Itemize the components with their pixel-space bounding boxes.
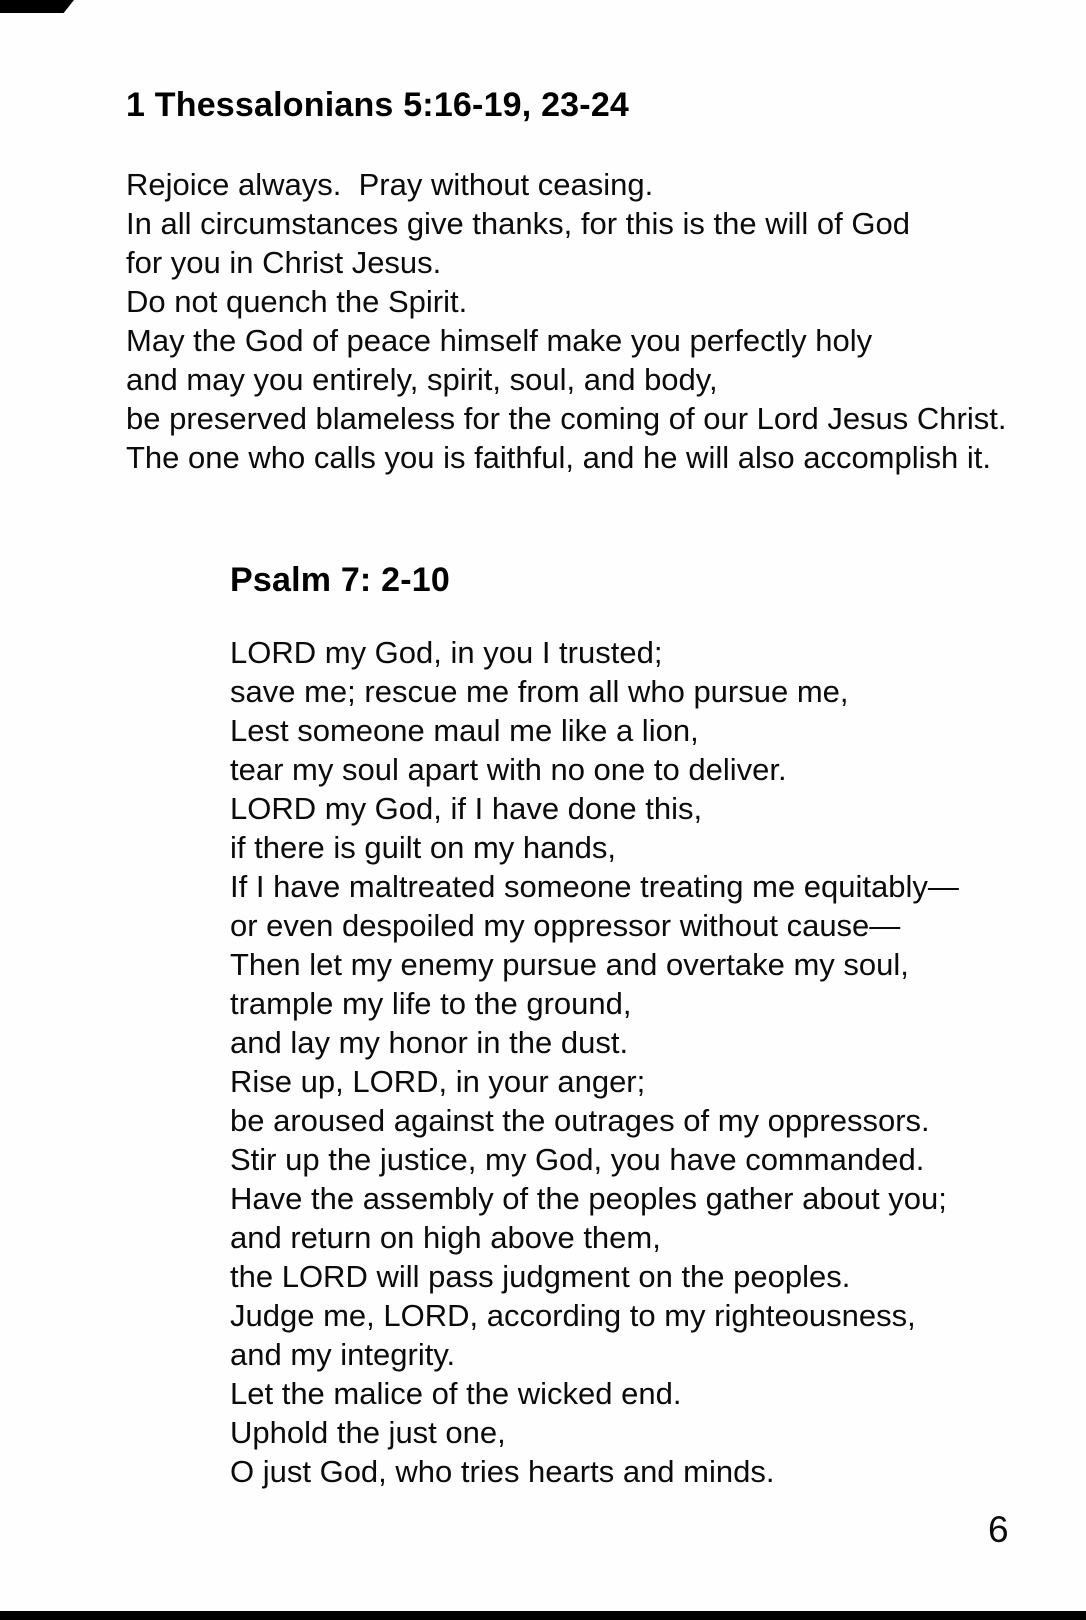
psalm-line: LORD my God, in you I trusted; <box>230 635 663 670</box>
reading-title: 1 Thessalonians 5:16-19, 23-24 <box>126 86 630 124</box>
psalm-line: and return on high above them, <box>230 1220 661 1255</box>
psalm-line: Uphold the just one, <box>230 1415 506 1450</box>
psalm-line: tear my soul apart with no one to deliver. <box>230 752 787 787</box>
psalm-line: Lest someone maul me like a lion, <box>230 713 699 748</box>
psalm-line: Then let my enemy pursue and overtake my soul, <box>230 947 909 982</box>
reading-line: Do not quench the Spirit. <box>126 284 468 319</box>
psalm-line: trample my life to the ground, <box>230 986 632 1021</box>
scan-artifact-bottom-edge <box>0 1611 1086 1620</box>
page-number: 6 <box>988 1509 1009 1550</box>
psalm-line: Let the malice of the wicked end. <box>230 1376 682 1411</box>
psalm-line: and my integrity. <box>230 1337 456 1372</box>
psalm-line: be aroused against the outrages of my oppressors. <box>230 1103 930 1138</box>
psalm-line: Stir up the justice, my God, you have commanded. <box>230 1142 925 1177</box>
psalm-line: the LORD will pass judgment on the peoples. <box>230 1259 851 1294</box>
reading-line: be preserved blameless for the coming of our Lord Jesus Christ. <box>126 401 1007 436</box>
reading-line: The one who calls you is faithful, and he will also accomplish it. <box>126 440 991 475</box>
psalm-line: and lay my honor in the dust. <box>230 1025 629 1060</box>
reading-line: Rejoice always. Pray without ceasing. <box>126 167 654 202</box>
psalm-line: if there is guilt on my hands, <box>230 830 616 865</box>
reading-line: for you in Christ Jesus. <box>126 245 442 280</box>
psalm-line: LORD my God, if I have done this, <box>230 791 703 826</box>
psalm-text <box>230 633 959 1491</box>
psalm-line: Rise up, LORD, in your anger; <box>230 1064 646 1099</box>
reading-line: May the God of peace himself make you perfectly holy <box>126 323 873 358</box>
psalm-line: or even despoiled my oppressor without cause— <box>230 908 901 943</box>
psalm-line: Judge me, LORD, according to my righteousness, <box>230 1298 916 1333</box>
reading-line: In all circumstances give thanks, for this is the will of God <box>126 206 910 241</box>
psalm-line: O just God, who tries hearts and minds. <box>230 1454 775 1489</box>
psalm-line: Have the assembly of the peoples gather about you; <box>230 1181 947 1216</box>
psalm-line: save me; rescue me from all who pursue me, <box>230 674 849 709</box>
scan-artifact-top-left <box>0 0 74 13</box>
psalm-title: Psalm 7: 2-10 <box>230 561 450 599</box>
reading-line: and may you entirely, spirit, soul, and body, <box>126 362 718 397</box>
psalm-line: If I have maltreated someone treating me equitably— <box>230 869 959 904</box>
first-reading-text <box>126 165 1006 477</box>
